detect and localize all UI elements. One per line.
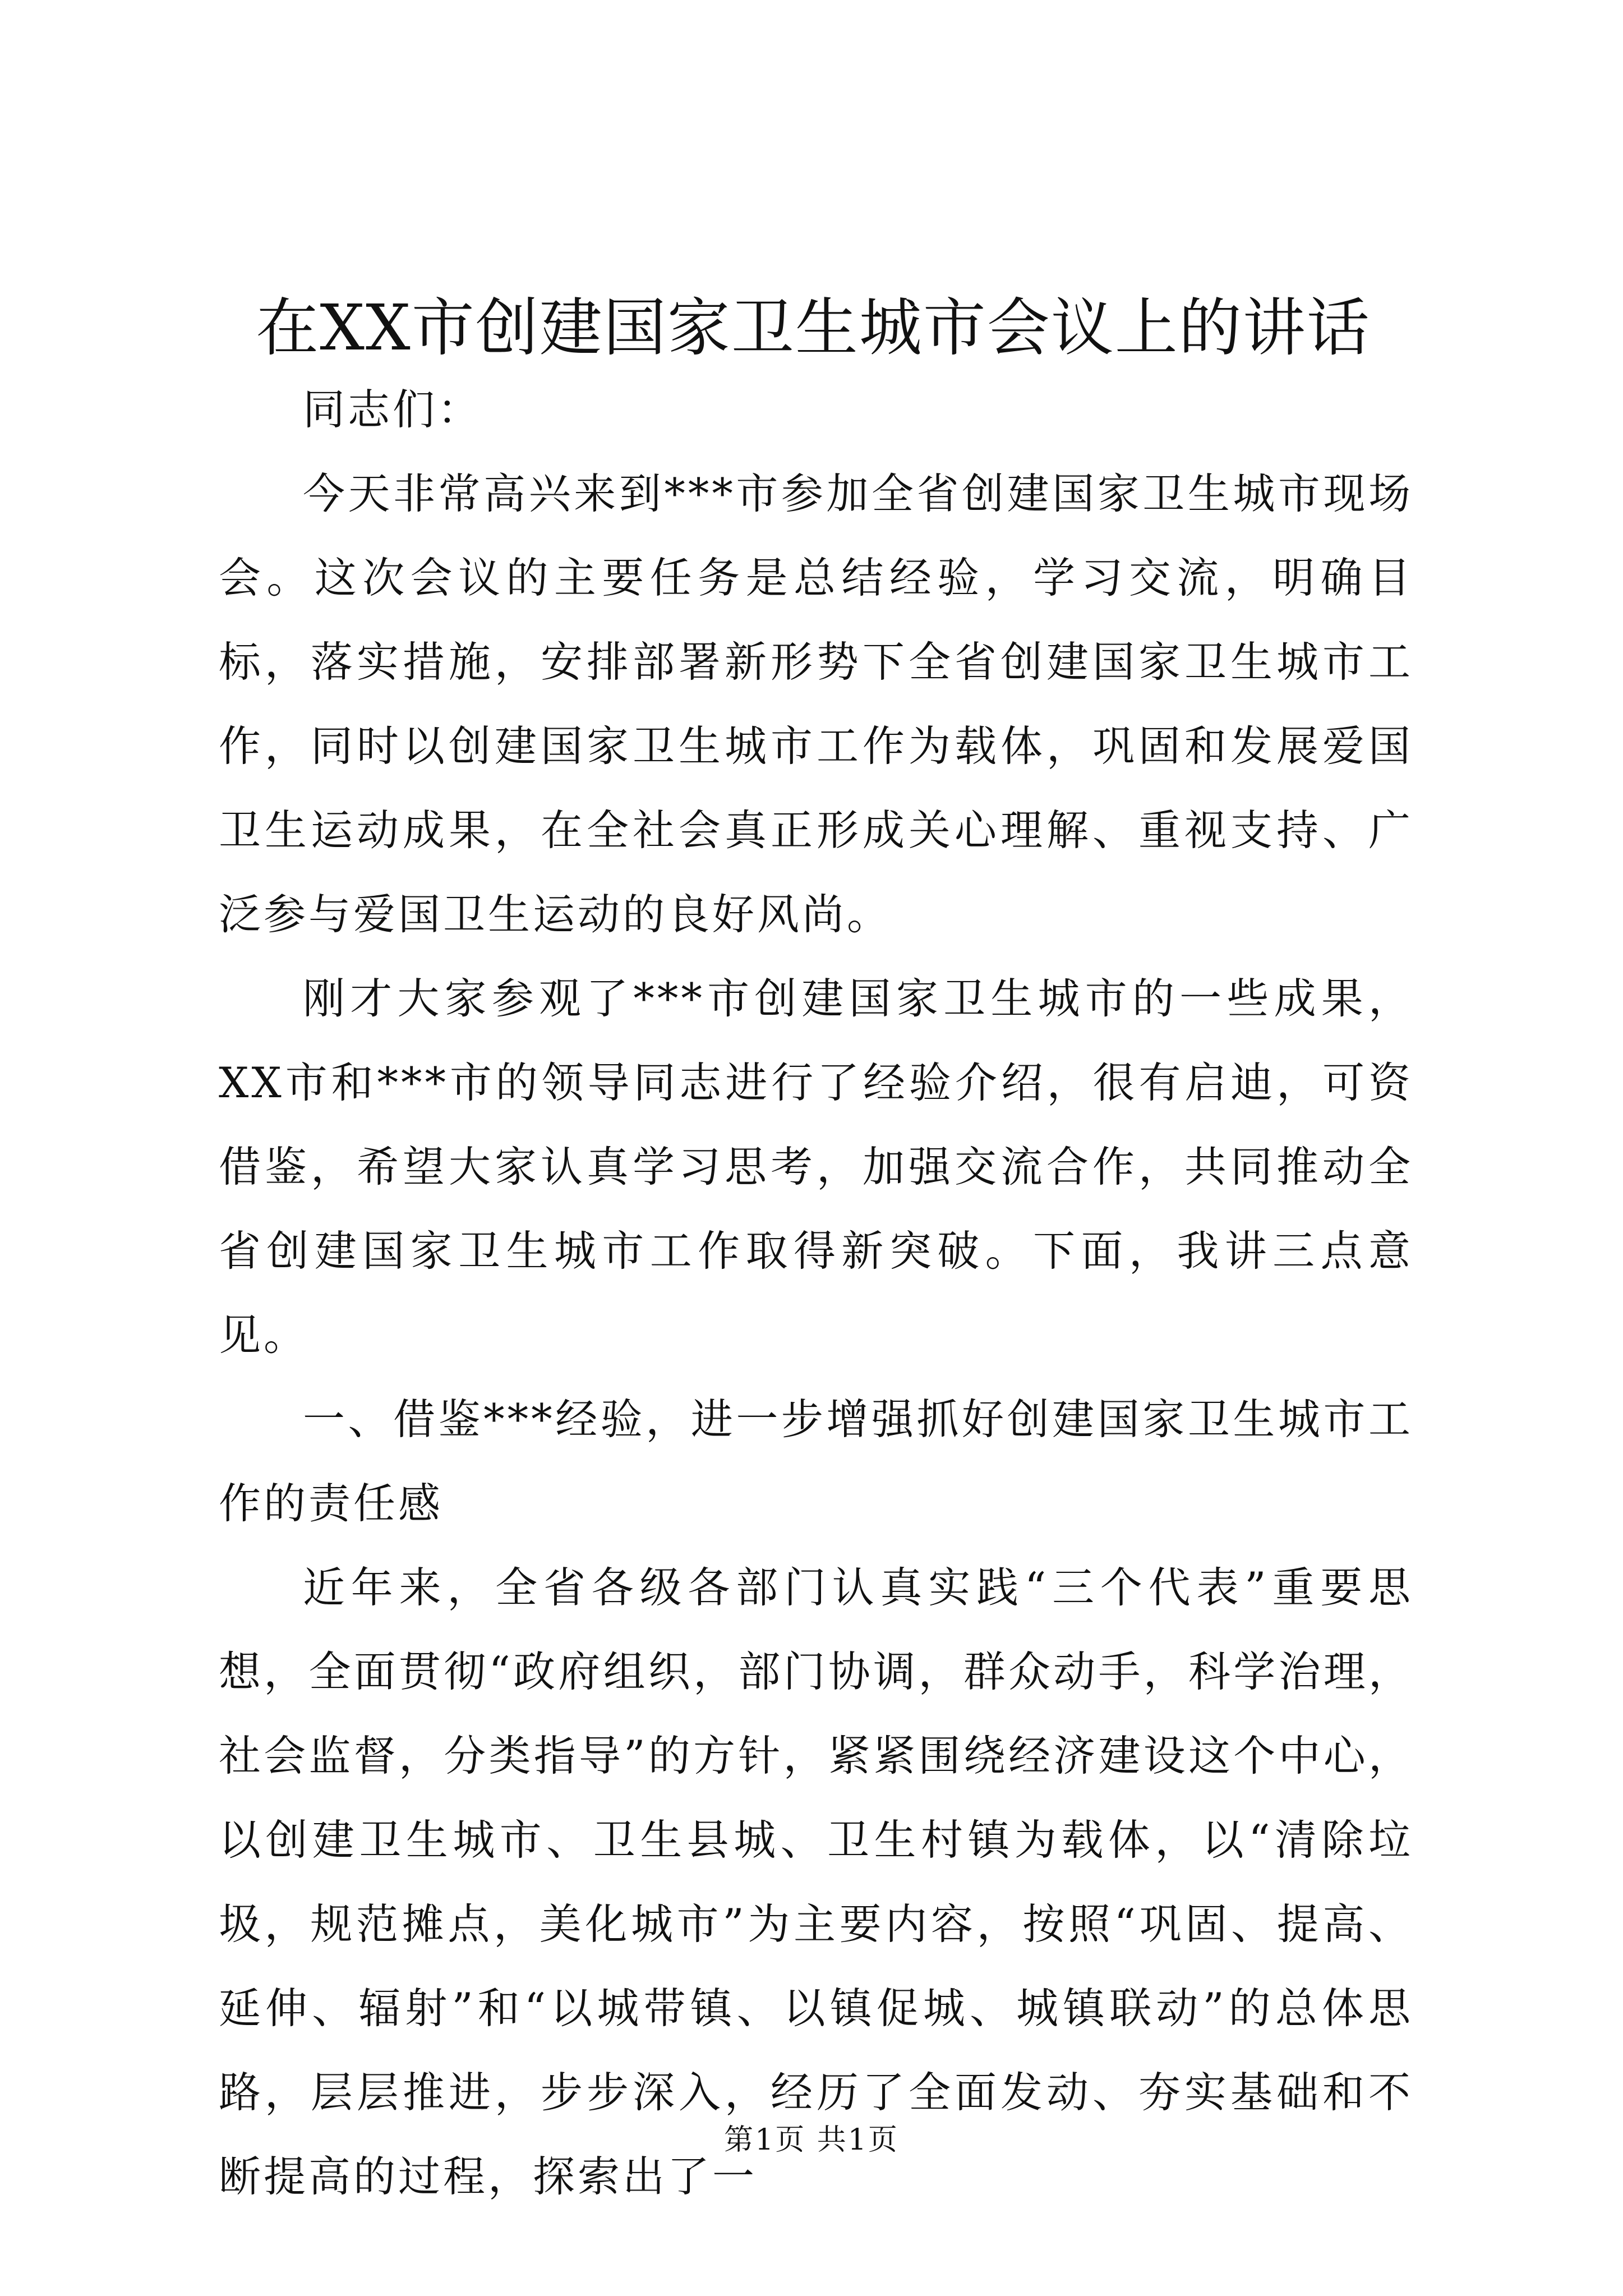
paragraph-progress: 近年来，全省各级各部门认真实践“三个代表”重要思想，全面贯彻“政府组织，部门协调，群众动手，科学治理，社会监督，分类指导”的方针，紧紧围绕经济建设这个中心，以创建卫生城市、卫生县城、卫生村镇为载体，以“清除垃圾，规范摊点，美化城市”为主要内容，按照“巩固、提高、延伸、辐射”和“以城带镇、以镇促城、城镇联动”的总体思路，层层推进，步步深入，经历了全面发动、夯实基础和不断提高的过程，探索出了一 <box>219 1563 1413 2201</box>
document-body <box>219 367 1413 2219</box>
page-footer: 第1页 共1页 <box>724 2123 899 2157</box>
paragraph-visit: 刚才大家参观了***市创建国家卫生城市的一些成果，XX市和***市的领导同志进行了经验介绍，很有启迪，可资借鉴，希望大家认真学习思考，加强交流合作，共同推动全省创建国家卫生城市工作取得新突破。下面，我讲三点意见。 <box>219 974 1413 1360</box>
document-title: 在XX市创建国家卫生城市会议上的讲话 <box>256 292 1371 365</box>
paragraph-opening: 今天非常高兴来到***市参加全省创建国家卫生城市现场会。这次会议的主要任务是总结经验，学习交流，明确目标，落实措施，安排部署新形势下全省创建国家卫生城市工作，同时以创建国家卫生城市工作为载体，巩固和发展爱国卫生运动成果，在全社会真正形成关心理解、重视支持、广泛参与爱国卫生运动的良好风尚。 <box>219 469 1413 939</box>
section-heading-1: 一、借鉴***经验，进一步增强抓好创建国家卫生城市工作的责任感 <box>219 1395 1413 1528</box>
salutation: 同志们： <box>303 385 483 434</box>
